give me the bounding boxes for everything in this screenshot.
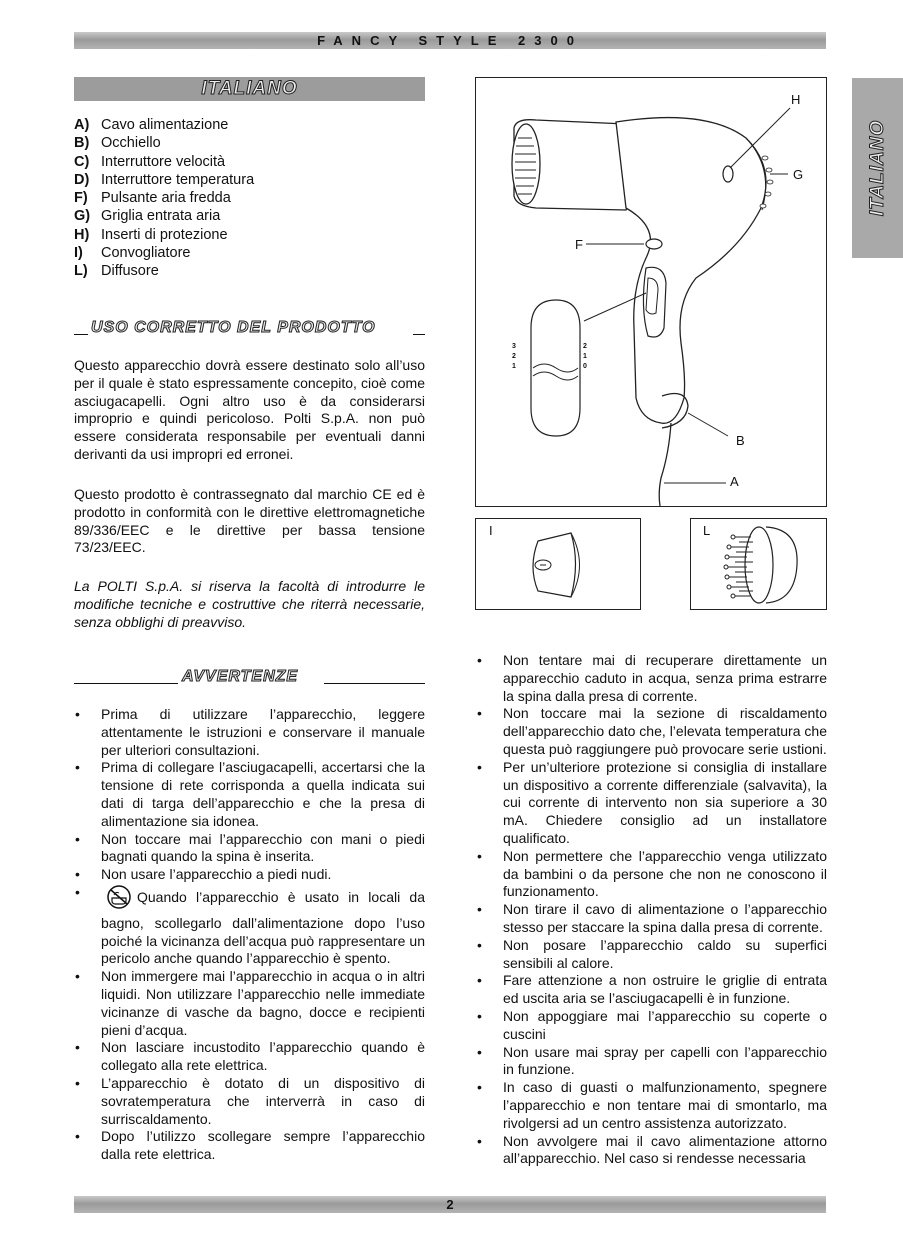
warning-text: Non avvolgere mai il cavo alimentazione attorno all’apparecchio. Nel caso si rendesse necessaria	[503, 1132, 827, 1167]
language-side-tab	[852, 78, 903, 258]
warning-text: Non tirare il cavo di alimentazione o l’apparecchio stesso per staccare la spina dalla presa di corrente.	[503, 901, 827, 935]
warning-text: Non permettere che l’apparecchio venga utilizzato da bambini o da persone che non ne conoscono il funzionamento.	[503, 847, 827, 900]
uso-paragraph-1: Questo apparecchio dovrà essere destinato solo all’uso per il quale è stato espressamente concepito, cioè come asciugacapelli. Ogni altro uso è da considerarsi improprio e quindi pericoloso. Polti S.p.A. non può essere considerata responsabile per eventuali danni derivanti da usi impropri ed erronei.	[74, 357, 425, 462]
warning-item	[476, 705, 827, 758]
warning-text: Non posare l’apparecchio caldo su superfici sensibili al calore.	[503, 936, 827, 971]
section-title: ITALIANO	[201, 78, 298, 99]
part-label: Pulsante aria fredda	[101, 190, 231, 207]
part-item	[74, 116, 254, 134]
page-number: 2	[446, 1197, 454, 1212]
warning-item	[476, 848, 827, 901]
part-label: Cavo alimentazione	[101, 117, 229, 133]
speed-scale-1: 1	[512, 363, 516, 370]
heading-rule	[74, 683, 178, 684]
warning-text: Non lasciare incustodito l’apparecchio quando è collegato alla rete elettrica.	[101, 1039, 425, 1074]
warning-text: Prima di utilizzare l’apparecchio, leggere attentamente le istruzioni e conservare il manuale per ulteriori consultazioni.	[101, 706, 425, 758]
heading-rule	[324, 683, 425, 684]
part-label: Inserti di protezione	[101, 226, 228, 243]
part-label: Occhiello	[101, 135, 161, 152]
warning-item	[74, 706, 425, 759]
warning-text: Dopo l’utilizzo scollegare sempre l’apparecchio dalla rete elettrica.	[101, 1128, 425, 1163]
diffuser-drawing	[691, 519, 826, 609]
warning-item	[476, 901, 827, 937]
warning-item	[476, 1044, 827, 1080]
side-tab-label: ITALIANO	[866, 119, 888, 217]
warning-text: Quando l’apparecchio è usato in locali da bagno, scollegarlo dall’alimentazione dopo l’uso poiché la vicinanza dell’acqua può rappresentare un pericolo anche quando l’apparecchio è spento.	[101, 888, 425, 967]
callout-f: F	[575, 237, 583, 252]
part-letter: B)	[74, 135, 90, 152]
callout-l: L	[703, 523, 711, 538]
hair-dryer-drawing	[476, 78, 826, 506]
callout-i: I	[489, 523, 493, 538]
part-item	[74, 171, 254, 189]
heading-rule	[413, 334, 425, 335]
uso-heading-text: USO CORRETTO DEL PRODOTTO	[91, 319, 376, 336]
callout-g: G	[793, 167, 804, 182]
part-item	[74, 262, 254, 280]
warning-item	[476, 1133, 827, 1169]
warning-text: L’apparecchio è dotato di un dispositivo di sovratemperatura che interverrà in caso di surriscaldamento.	[101, 1074, 425, 1127]
footer-bar	[74, 1196, 826, 1213]
uso-paragraph-2: Questo prodotto è contrassegnato dal marchio CE ed è prodotto in conformità con le direttive elettromagnetiche 89/336/EEC e le direttive per bassa tensione 73/23/EEC.	[74, 486, 425, 556]
uso-heading	[74, 318, 425, 338]
warning-text: Non toccare mai la sezione di riscaldamento dell’apparecchio dato che, l’elevata temperatura che questa può raggiungere può provocare serie ustioni.	[503, 705, 827, 757]
warning-text: Non appoggiare mai l’apparecchio su coperte o cuscini	[503, 1007, 827, 1042]
part-letter: F)	[74, 190, 88, 207]
warning-item	[476, 652, 827, 705]
uso-paragraph-3: La POLTI S.p.A. si riserva la facoltà di introdurre le modifiche tecniche e costruttive che riterrà necessarie, senza obblighi di preavviso.	[74, 578, 425, 630]
part-label: Interruttore velocità	[101, 153, 226, 170]
temp-scale-2: 2	[583, 343, 587, 350]
heading-rule	[74, 334, 88, 335]
warning-item	[476, 1079, 827, 1132]
section-banner	[74, 77, 425, 101]
part-letter: I)	[74, 245, 83, 262]
warning-item	[74, 968, 425, 1039]
part-item	[74, 134, 254, 152]
warning-text: Non toccare mai l’apparecchio con mani o piedi bagnati quando la spina è inserita.	[101, 830, 425, 865]
warning-text: Per un’ulteriore protezione si consiglia di installare un dispositivo a corrente differenziale (salvavita), la cui corrente di intervento non sia superiore a 30 mA. Chiedere consiglio ad un installatore qualificato.	[503, 758, 827, 846]
part-letter: C)	[74, 153, 90, 170]
part-letter: H)	[74, 226, 90, 243]
warning-text: Fare attenzione a non ostruire le griglie di entrata ed uscita aria se l’asciugacapelli è in funzione.	[503, 972, 827, 1007]
warning-text: Prima di collegare l’asciugacapelli, accertarsi che la tensione di rete corrisponda a quella indicata sui dati di targa dell’apparecchio e che la presa di alimentazione sia idonea.	[101, 759, 425, 829]
part-item	[74, 207, 254, 225]
part-label: Interruttore temperatura	[101, 171, 255, 188]
warning-item	[74, 759, 425, 830]
callout-b: B	[736, 433, 745, 448]
speed-scale-3: 3	[512, 343, 516, 350]
part-item	[74, 244, 254, 262]
concentrator-drawing	[476, 519, 640, 609]
callout-h: H	[791, 92, 801, 107]
part-letter: G)	[74, 208, 91, 225]
warning-item	[74, 1039, 425, 1075]
warning-item	[476, 1008, 827, 1044]
warning-text: Non immergere mai l’apparecchio in acqua o in altri liquidi. Non utilizzare l’apparecchio nelle immediate vicinanze di vasche da bagno, docce e recipienti pieni d’acqua.	[101, 968, 425, 1038]
warning-item	[74, 1128, 425, 1164]
callout-a: A	[730, 474, 739, 489]
diffuser-figure	[690, 518, 827, 610]
document-title: FANCY STYLE 2300	[317, 33, 583, 48]
warnings-list-left	[74, 706, 425, 1164]
warning-text: Non usare mai spray per capelli con l’apparecchio in funzione.	[503, 1043, 827, 1078]
warning-item	[74, 866, 425, 884]
warning-item	[476, 972, 827, 1008]
speed-scale-2: 2	[512, 353, 516, 360]
warning-text: Non usare l’apparecchio a piedi nudi.	[101, 866, 332, 883]
parts-list	[74, 116, 254, 281]
part-letter: D)	[74, 171, 90, 188]
warning-text: Non tentare mai di recuperare direttamente un apparecchio caduto in acqua, senza prima estrarre la spina dalla presa di corrente.	[503, 652, 827, 704]
part-label: Convogliatore	[101, 245, 191, 262]
warning-item	[74, 1075, 425, 1128]
hair-dryer-figure	[475, 77, 827, 507]
part-label: Griglia entrata aria	[101, 208, 221, 225]
warnings-list-right	[476, 652, 827, 1168]
warning-item	[476, 937, 827, 973]
part-letter: L)	[74, 263, 88, 280]
warning-item	[74, 884, 425, 968]
temp-scale-1: 1	[583, 353, 587, 360]
temp-scale-0: 0	[583, 363, 587, 370]
warning-text: In caso di guasti o malfunzionamento, spegnere l’apparecchio e non tentare mai di smontarlo, ma rivolgersi ad un centro assistenza autorizzato.	[503, 1079, 827, 1131]
part-item	[74, 226, 254, 244]
avvertenze-heading	[74, 667, 425, 687]
header-bar	[74, 32, 826, 49]
part-letter: A)	[74, 117, 90, 133]
part-item	[74, 189, 254, 207]
warning-item	[476, 759, 827, 848]
warning-item	[74, 831, 425, 867]
part-label: Diffusore	[101, 263, 159, 280]
concentrator-figure	[475, 518, 641, 610]
part-item	[74, 153, 254, 171]
no-bath-icon	[105, 884, 133, 915]
avvertenze-heading-text: AVVERTENZE	[182, 668, 299, 685]
